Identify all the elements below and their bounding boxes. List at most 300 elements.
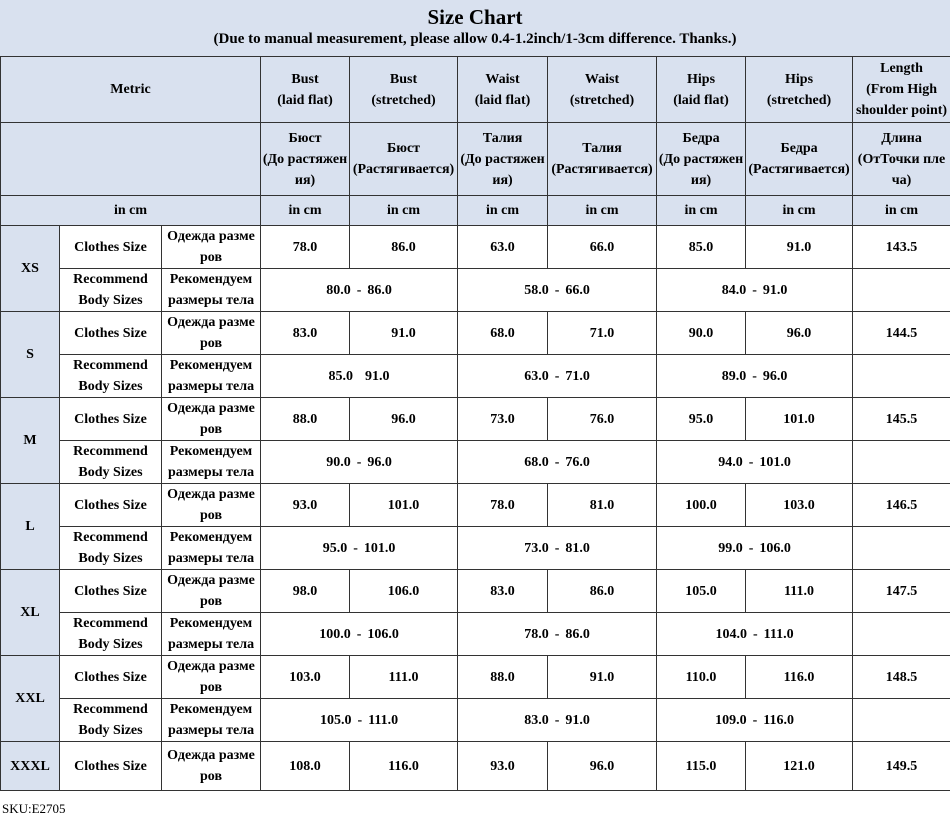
- line: размеры тела: [167, 723, 255, 738]
- range-separator: -: [752, 626, 758, 642]
- clothes-size-label-ru: [162, 570, 261, 613]
- measurement-value: 149.5: [885, 758, 918, 774]
- measurement-cell: [458, 398, 548, 441]
- range-separator: -: [356, 626, 362, 642]
- line: Одежда разме: [167, 659, 255, 674]
- line: ров: [200, 680, 223, 695]
- line: Length: [880, 61, 923, 76]
- range-max: 116.0: [763, 712, 794, 728]
- measurement-cell: [746, 656, 853, 699]
- unit-label: in cm: [288, 203, 322, 218]
- measurement-value: 63.0: [490, 239, 515, 255]
- measurement-value: 96.0: [391, 411, 416, 427]
- clothes-size-row: [1, 398, 950, 441]
- unit-cell: [261, 196, 350, 226]
- size-name: XS: [21, 261, 39, 276]
- line: Бюст: [387, 141, 421, 156]
- measurement-cell: [261, 742, 350, 791]
- metric-label: Metric: [110, 82, 151, 97]
- line: (laid flat): [277, 92, 333, 108]
- col-header-en: [657, 57, 746, 123]
- line: Одежда разме: [167, 748, 255, 763]
- measurement-cell: [458, 656, 548, 699]
- range-min: 89.0: [721, 368, 747, 384]
- range-max: 111.0: [763, 626, 794, 642]
- clothes-size-label-ru: [162, 312, 261, 355]
- measurement-cell: [548, 398, 657, 441]
- measurement-cell: [261, 398, 350, 441]
- range-separator: -: [752, 712, 758, 728]
- measurement-cell: [853, 570, 950, 613]
- measurement-cell: [350, 312, 458, 355]
- recommend-waist-range: [458, 355, 657, 398]
- range-max: 96.0: [367, 454, 392, 470]
- line: Body Sizes: [78, 465, 143, 480]
- range-separator: -: [748, 454, 754, 470]
- range-min: 84.0: [721, 282, 747, 298]
- clothes-size-label-ru: [162, 656, 261, 699]
- clothes-size-label-ru: [162, 226, 261, 269]
- col-header-en: [261, 57, 350, 123]
- range-separator: -: [748, 540, 754, 556]
- measurement-cell: [657, 656, 746, 699]
- unit-label: in cm: [684, 203, 718, 218]
- measurement-value: 121.0: [783, 758, 815, 774]
- measurement-value: 95.0: [688, 411, 714, 427]
- line: Талия: [582, 141, 622, 156]
- range-min: 83.0: [524, 712, 549, 728]
- unit-label: in cm: [585, 203, 619, 218]
- empty-length-cell: [853, 527, 950, 570]
- recommend-label-ru: [162, 355, 261, 398]
- measurement-cell: [657, 398, 746, 441]
- unit-label: in cm: [113, 203, 148, 218]
- line: размеры тела: [167, 551, 255, 566]
- measurement-cell: [746, 398, 853, 441]
- label-text: Clothes Size: [74, 583, 147, 599]
- unit-cell: [853, 196, 950, 226]
- measurement-value: 66.0: [589, 239, 615, 255]
- measurement-value: 93.0: [490, 758, 515, 774]
- line: Body Sizes: [78, 293, 143, 308]
- line: Бюст: [288, 130, 322, 146]
- recommend-label-en: [60, 355, 162, 398]
- col-header-ru: [458, 123, 548, 196]
- recommend-size-row: [1, 269, 950, 312]
- recommend-size-row: [1, 355, 950, 398]
- range-min: 80.0: [326, 282, 351, 298]
- measurement-value: 83.0: [490, 583, 515, 599]
- range-separator: -: [554, 540, 560, 556]
- col-header-ru: [261, 123, 350, 196]
- line: Одежда разме: [167, 487, 255, 502]
- size-chart-table: [0, 56, 950, 791]
- measurement-value: 91.0: [589, 669, 615, 685]
- measurement-value: 73.0: [490, 411, 515, 427]
- label-text: Clothes Size: [74, 497, 147, 513]
- measurement-cell: [350, 484, 458, 527]
- line: ия): [492, 172, 513, 188]
- measurement-value: 103.0: [289, 669, 321, 685]
- range-min: 78.0: [524, 626, 549, 642]
- measurement-cell: [261, 656, 350, 699]
- col-header-en: [853, 57, 950, 123]
- recommend-label-ru: [162, 269, 261, 312]
- line: Bust: [389, 71, 418, 87]
- size-label: [1, 484, 60, 570]
- range-max: 66.0: [565, 282, 590, 298]
- recommend-bust-range: [261, 441, 458, 484]
- measurement-value: 78.0: [490, 497, 515, 513]
- measurement-cell: [746, 484, 853, 527]
- recommend-hips-range: [657, 441, 853, 484]
- range-min: 99.0: [718, 540, 743, 556]
- line: (До растяжен: [460, 151, 545, 167]
- line: Рекомендуем: [169, 358, 253, 373]
- line: Рекомендуем: [169, 530, 253, 545]
- col-header-ru: [657, 123, 746, 196]
- recommend-waist-range: [458, 441, 657, 484]
- recommend-waist-range: [458, 613, 657, 656]
- clothes-size-label-en: [60, 312, 162, 355]
- range-separator: -: [356, 454, 362, 470]
- clothes-size-label-en: [60, 656, 162, 699]
- line: Recommend: [73, 272, 148, 287]
- recommend-label-en: [60, 269, 162, 312]
- range-max: 101.0: [759, 454, 791, 470]
- measurement-cell: [261, 312, 350, 355]
- measurement-cell: [350, 742, 458, 791]
- empty-length-cell: [853, 441, 950, 484]
- range-max: 86.0: [367, 282, 392, 298]
- unit-label: in cm: [782, 203, 816, 218]
- line: (ОтТочки пле: [857, 151, 946, 167]
- recommend-hips-range: [657, 355, 853, 398]
- measurement-cell: [548, 570, 657, 613]
- unit-cell: [458, 196, 548, 226]
- range-separator: -: [554, 368, 560, 384]
- clothes-size-row: [1, 570, 950, 613]
- measurement-value: 105.0: [685, 583, 717, 599]
- measurement-value: 106.0: [387, 583, 420, 599]
- line: Body Sizes: [78, 379, 143, 394]
- measurement-value: 143.5: [885, 239, 918, 255]
- measurement-value: 88.0: [292, 411, 318, 427]
- size-label: [1, 312, 60, 398]
- unit-label: in cm: [885, 203, 919, 218]
- range-max: 91.0: [365, 368, 390, 384]
- empty-length-cell: [853, 699, 950, 742]
- line: (Растягивается): [352, 162, 455, 177]
- line: ия): [294, 172, 316, 188]
- line: (stretched): [569, 92, 635, 108]
- size-name: L: [25, 519, 35, 534]
- measurement-cell: [657, 226, 746, 269]
- measurement-cell: [261, 484, 350, 527]
- measurement-value: 76.0: [589, 411, 615, 427]
- measurement-value: 93.0: [292, 497, 318, 513]
- col-header-en: [746, 57, 853, 123]
- range-min: 85.0: [328, 368, 354, 384]
- size-label: [1, 656, 60, 742]
- range-separator: -: [554, 626, 560, 642]
- measurement-value: 85.0: [688, 239, 714, 255]
- measurement-value: 101.0: [783, 411, 815, 427]
- col-header-ru: [746, 123, 853, 196]
- empty-length-cell: [853, 269, 950, 312]
- range-min: 100.0: [319, 626, 351, 642]
- range-min: 63.0: [524, 368, 549, 384]
- label-text: Clothes Size: [74, 411, 147, 427]
- size-name: XL: [20, 605, 40, 620]
- line: Одежда разме: [167, 315, 255, 330]
- line: ров: [200, 769, 223, 784]
- measurement-cell: [548, 656, 657, 699]
- label-text: Clothes Size: [74, 325, 147, 341]
- header-row-ru: [1, 123, 950, 196]
- size-label: [1, 226, 60, 312]
- measurement-value: 91.0: [391, 325, 416, 341]
- size-label: [1, 742, 60, 791]
- measurement-cell: [853, 398, 950, 441]
- col-header-ru: [548, 123, 657, 196]
- line: Waist: [485, 71, 520, 87]
- recommend-size-row: [1, 441, 950, 484]
- size-name: S: [26, 347, 34, 362]
- recommend-label-ru: [162, 699, 261, 742]
- measurement-value: 71.0: [589, 325, 615, 341]
- line: (stretched): [371, 92, 436, 108]
- measurement-cell: [548, 312, 657, 355]
- range-min: 68.0: [524, 454, 549, 470]
- range-min: 94.0: [718, 454, 743, 470]
- line: Body Sizes: [78, 723, 143, 738]
- range-min: 73.0: [524, 540, 549, 556]
- line: (Растягивается): [551, 162, 653, 177]
- line: Бедра: [682, 130, 720, 146]
- clothes-size-label-en: [60, 398, 162, 441]
- recommend-hips-range: [657, 527, 853, 570]
- measurement-cell: [853, 656, 950, 699]
- line: ров: [200, 336, 223, 351]
- size-name: XXXL: [10, 758, 50, 774]
- line: Recommend: [73, 616, 148, 631]
- empty-length-cell: [853, 355, 950, 398]
- measurement-cell: [458, 484, 548, 527]
- measurement-value: 86.0: [589, 583, 615, 599]
- range-max: 71.0: [565, 368, 590, 384]
- unit-cell: [350, 196, 458, 226]
- range-separator: -: [357, 712, 363, 728]
- label-text: Clothes Size: [74, 758, 147, 774]
- recommend-bust-range: [261, 527, 458, 570]
- col-header-ru: [853, 123, 950, 196]
- measurement-value: 145.5: [885, 411, 918, 427]
- measurement-cell: [350, 226, 458, 269]
- measurement-cell: [458, 312, 548, 355]
- line: Recommend: [73, 530, 148, 545]
- measurement-cell: [458, 570, 548, 613]
- measurement-cell: [350, 398, 458, 441]
- line: ров: [200, 508, 223, 523]
- measurement-value: 86.0: [391, 239, 416, 255]
- clothes-size-label-en: [60, 742, 162, 791]
- range-min: 95.0: [322, 540, 348, 556]
- line: Body Sizes: [78, 551, 143, 566]
- line: ров: [200, 250, 223, 265]
- range-separator: -: [554, 282, 560, 298]
- line: Recommend: [73, 358, 148, 373]
- line: Bust: [291, 71, 319, 87]
- line: Одежда разме: [167, 573, 255, 588]
- col-header-ru: [350, 123, 458, 196]
- recommend-bust-range: [261, 699, 458, 742]
- range-max: 91.0: [565, 712, 590, 728]
- clothes-size-label-ru: [162, 398, 261, 441]
- range-min: 105.0: [319, 712, 352, 728]
- measurement-cell: [853, 484, 950, 527]
- measurement-cell: [458, 226, 548, 269]
- measurement-cell: [746, 570, 853, 613]
- measurement-value: 111.0: [388, 669, 419, 685]
- measurement-cell: [746, 226, 853, 269]
- measurement-value: 83.0: [292, 325, 318, 341]
- measurement-value: 100.0: [685, 497, 717, 513]
- range-separator: -: [356, 282, 362, 298]
- measurement-cell: [746, 312, 853, 355]
- line: Recommend: [73, 702, 148, 717]
- recommend-hips-range: [657, 699, 853, 742]
- recommend-label-ru: [162, 527, 261, 570]
- measurement-value: 90.0: [688, 325, 714, 341]
- line: Рекомендуем: [169, 702, 253, 717]
- measurement-value: 116.0: [783, 669, 815, 685]
- size-label: [1, 570, 60, 656]
- measurement-value: 146.5: [885, 497, 918, 513]
- line: Одежда разме: [167, 229, 255, 244]
- recommend-bust-range: [261, 269, 458, 312]
- range-max: 111.0: [368, 712, 399, 728]
- line: Рекомендуем: [169, 444, 253, 459]
- line: размеры тела: [167, 637, 255, 652]
- range-separator: -: [752, 282, 757, 298]
- line: ров: [200, 594, 223, 609]
- metric-header: [1, 57, 261, 123]
- chart-title: Size Chart: [427, 5, 523, 29]
- range-min: 109.0: [715, 712, 747, 728]
- measurement-cell: [350, 656, 458, 699]
- measurement-value: 147.5: [885, 583, 918, 599]
- measurement-value: 91.0: [786, 239, 812, 255]
- line: (До растяжен: [658, 151, 744, 167]
- line: размеры тела: [167, 465, 255, 480]
- range-max: 86.0: [565, 626, 590, 642]
- range-max: 96.0: [762, 368, 788, 384]
- measurement-cell: [853, 742, 950, 791]
- recommend-waist-range: [458, 699, 657, 742]
- range-max: 76.0: [565, 454, 590, 470]
- size-name: M: [23, 433, 37, 448]
- measurement-cell: [657, 312, 746, 355]
- size-label: [1, 398, 60, 484]
- line: Рекомендуем: [169, 272, 253, 287]
- col-header-en: [458, 57, 548, 123]
- measurement-value: 96.0: [786, 325, 812, 341]
- label-text: Clothes Size: [74, 669, 147, 685]
- line: Одежда разме: [167, 401, 255, 416]
- recommend-label-en: [60, 441, 162, 484]
- line: Recommend: [73, 444, 148, 459]
- measurement-value: 110.0: [685, 669, 717, 685]
- unit-cell: [657, 196, 746, 226]
- recommend-hips-range: [657, 269, 853, 312]
- range-separator: -: [353, 540, 358, 556]
- clothes-size-row: [1, 226, 950, 269]
- recommend-label-ru: [162, 441, 261, 484]
- unit-label: in cm: [387, 203, 421, 218]
- clothes-size-label-ru: [162, 742, 261, 791]
- measurement-cell: [746, 742, 853, 791]
- line: Waist: [584, 71, 620, 87]
- measurement-value: 116.0: [388, 758, 419, 774]
- clothes-size-label-ru: [162, 484, 261, 527]
- unit-row: [1, 196, 950, 226]
- size-name: XXL: [15, 691, 45, 706]
- unit-label: in cm: [486, 203, 520, 218]
- line: (laid flat): [474, 92, 531, 108]
- blank-header: [1, 123, 261, 196]
- header-row-en: [1, 57, 950, 123]
- line: (From High: [866, 82, 937, 97]
- range-max: 91.0: [762, 282, 788, 298]
- range-min: 104.0: [715, 626, 747, 642]
- clothes-size-label-en: [60, 484, 162, 527]
- line: Hips: [687, 71, 716, 87]
- range-separator: -: [554, 454, 560, 470]
- unit-cell: [548, 196, 657, 226]
- recommend-size-row: [1, 613, 950, 656]
- line: Body Sizes: [78, 637, 143, 652]
- line: ча): [891, 172, 912, 188]
- measurement-value: 88.0: [490, 669, 515, 685]
- recommend-label-en: [60, 527, 162, 570]
- measurement-value: 115.0: [685, 758, 717, 774]
- range-separator: -: [752, 368, 757, 384]
- line: Бедра: [780, 141, 818, 156]
- recommend-label-ru: [162, 613, 261, 656]
- measurement-cell: [657, 484, 746, 527]
- label-text: Clothes Size: [74, 239, 147, 255]
- line: Длина: [881, 130, 922, 146]
- line: (Растягивается): [748, 162, 850, 177]
- recommend-bust-range: [261, 613, 458, 656]
- range-min: 90.0: [326, 454, 351, 470]
- clothes-size-label-en: [60, 226, 162, 269]
- recommend-label-en: [60, 613, 162, 656]
- line: ров: [200, 422, 223, 437]
- measurement-cell: [261, 570, 350, 613]
- line: размеры тела: [167, 293, 255, 308]
- line: ия): [690, 172, 712, 188]
- clothes-size-row: [1, 742, 950, 791]
- unit-cell: [746, 196, 853, 226]
- chart-subtitle: (Due to manual measurement, please allow 0.4-1.2inch/1-3cm difference. Thanks.): [213, 31, 737, 47]
- measurement-value: 103.0: [783, 497, 815, 513]
- measurement-cell: [350, 570, 458, 613]
- range-max: 101.0: [363, 540, 396, 556]
- measurement-cell: [548, 742, 657, 791]
- line: (До растяжен: [262, 151, 348, 167]
